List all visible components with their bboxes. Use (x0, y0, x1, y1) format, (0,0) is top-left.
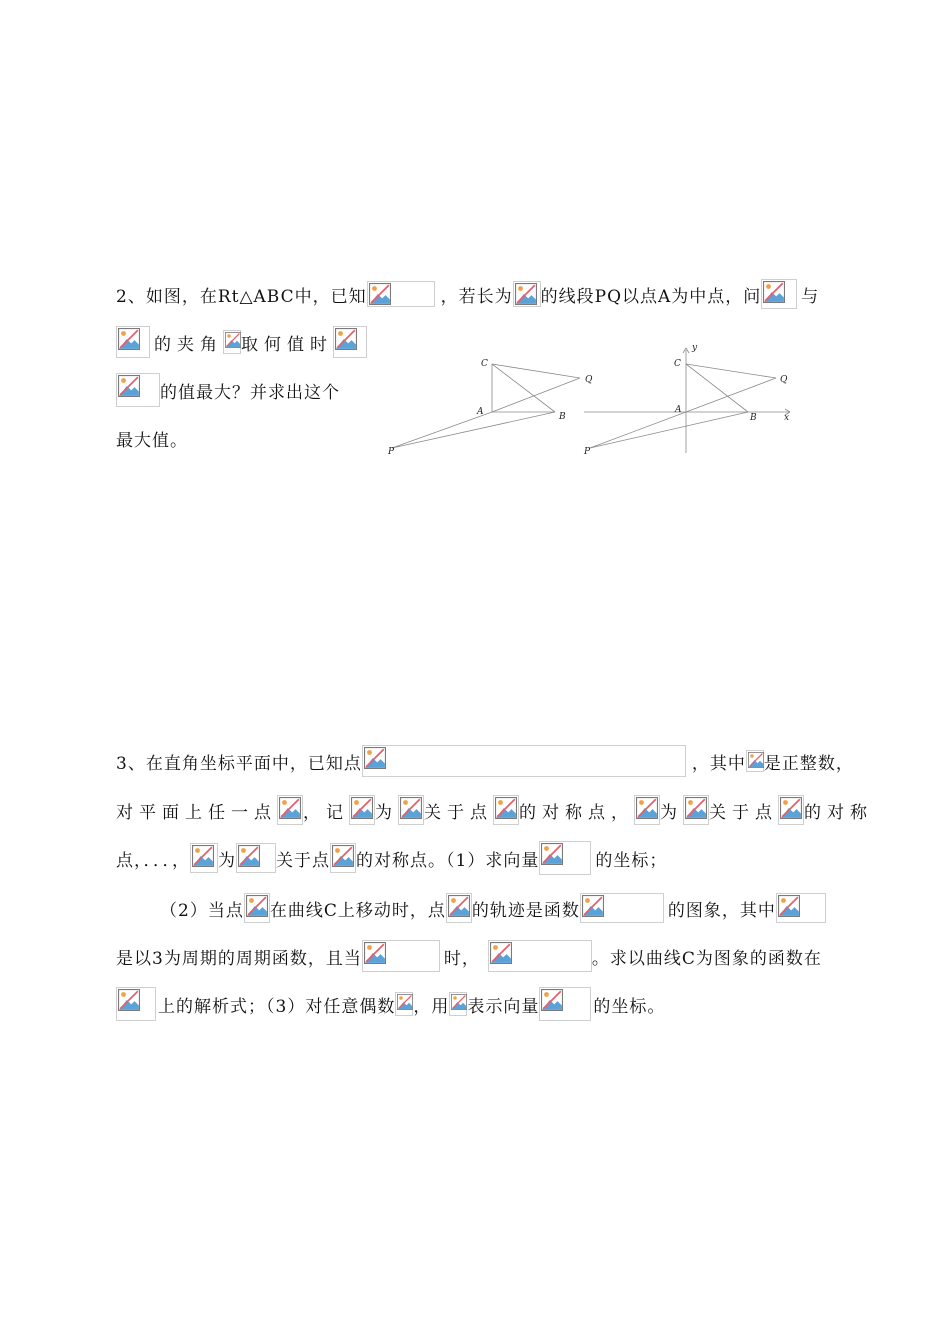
text: 最大值。 (116, 430, 188, 451)
p2-line-1 (116, 277, 819, 311)
text: 为 (218, 850, 236, 871)
formula-image (362, 940, 440, 972)
formula-image (683, 795, 709, 825)
formula-image (778, 795, 804, 825)
segment-aq (686, 378, 776, 412)
formula-image (116, 987, 156, 1021)
p2-line-2 (116, 325, 367, 359)
text: 的图象，其中 (667, 900, 776, 921)
p3-line-6 (116, 987, 665, 1021)
formula-image (236, 843, 276, 873)
text: 的值最大？并求出这个 (160, 382, 340, 403)
text: 是以3为周期的周期函数，且当 (116, 948, 362, 969)
text: 是正整数， (763, 753, 854, 774)
formula-image (116, 326, 150, 358)
label-q: Q (585, 375, 593, 385)
formula-image (493, 795, 519, 825)
text: 为 (660, 802, 683, 823)
text: 3、在直角坐标平面中，已知点 (116, 753, 362, 774)
text: 的坐标。 (593, 996, 666, 1017)
p3-line-1 (116, 744, 854, 778)
segment-cq (492, 364, 580, 378)
text: 对平面上任一点 (116, 802, 277, 823)
formula-image (776, 893, 826, 923)
label-c: C (674, 359, 681, 369)
p3-line-2 (116, 793, 873, 827)
text: （2）当点 (160, 900, 244, 921)
formula-image (367, 281, 435, 307)
formula-image (539, 987, 591, 1021)
formula-image (488, 940, 592, 972)
text: ，其中 (691, 753, 746, 774)
formula-image (513, 281, 541, 307)
segment-cq (686, 364, 776, 378)
text: 。求以曲线C为图象的函数在 (591, 948, 822, 969)
label-y: y (692, 343, 698, 353)
label-a: A (675, 405, 682, 415)
text: 2、如图，在Rt△ABC中，已知 (116, 286, 367, 307)
formula-image (277, 795, 303, 825)
label-p: P (388, 447, 395, 457)
formula-image (116, 373, 160, 407)
x-arrow (785, 409, 790, 412)
formula-image (244, 893, 270, 923)
segment-cb (492, 364, 555, 412)
text: 与 (801, 286, 820, 307)
p2-line-4 (116, 421, 188, 455)
text: 的坐标； (595, 850, 668, 871)
y-arrow (683, 348, 686, 353)
text: 的对称 (804, 802, 873, 823)
text: 点，．．．， (116, 850, 190, 871)
text: 时， (443, 948, 480, 969)
segment-cb (686, 364, 748, 412)
text: 取何值时 (241, 334, 333, 355)
y-arrow (686, 348, 689, 353)
formula-image (634, 795, 660, 825)
text: 关于点 (424, 802, 493, 823)
label-c: C (481, 359, 488, 369)
geometry-figure (380, 340, 810, 460)
text: 的对称点， (519, 802, 634, 823)
text: ，若长为 (440, 286, 513, 307)
formula-image (333, 326, 367, 358)
label-b: B (750, 413, 757, 423)
formula-image (362, 745, 686, 777)
label-x: x (784, 413, 790, 423)
p3-line-3 (116, 841, 667, 875)
text: 的轨迹是函数 (471, 900, 580, 921)
segment-pb (590, 412, 748, 448)
text: 的线段PQ以点A为中点，问 (540, 286, 762, 307)
segment-aq (492, 378, 580, 412)
text: 表示向量 (467, 996, 540, 1017)
formula-image (580, 893, 664, 923)
formula-image (330, 843, 356, 873)
p2-line-3 (116, 373, 340, 407)
formula-image (761, 279, 797, 309)
formula-image (539, 841, 591, 875)
text: 关于点 (276, 850, 330, 871)
text: ，用 (413, 996, 450, 1017)
text: 关于点 (709, 802, 778, 823)
text: 的夹角 (154, 334, 223, 355)
text: 在曲线C上移动时，点 (269, 900, 446, 921)
text: 上的解析式；（3）对任意偶数 (158, 996, 396, 1017)
formula-image (746, 750, 764, 772)
formula-image (223, 330, 241, 354)
p3-line-5 (116, 939, 822, 973)
label-a: A (477, 407, 484, 417)
formula-image (190, 843, 218, 873)
text: 的对称点。（1）求向量 (356, 850, 540, 871)
label-p: P (584, 447, 591, 457)
segment-pa (392, 412, 492, 448)
segment-pb (392, 412, 555, 448)
formula-image (446, 893, 472, 923)
label-b: B (559, 412, 566, 422)
segment-pa (590, 412, 686, 448)
text: ，记 (303, 802, 349, 823)
formula-image (395, 992, 413, 1016)
p3-line-4 (160, 891, 826, 925)
text: 为 (375, 802, 398, 823)
formula-image (349, 795, 375, 825)
label-q: Q (780, 375, 788, 385)
formula-image (449, 992, 467, 1016)
formula-image (398, 795, 424, 825)
